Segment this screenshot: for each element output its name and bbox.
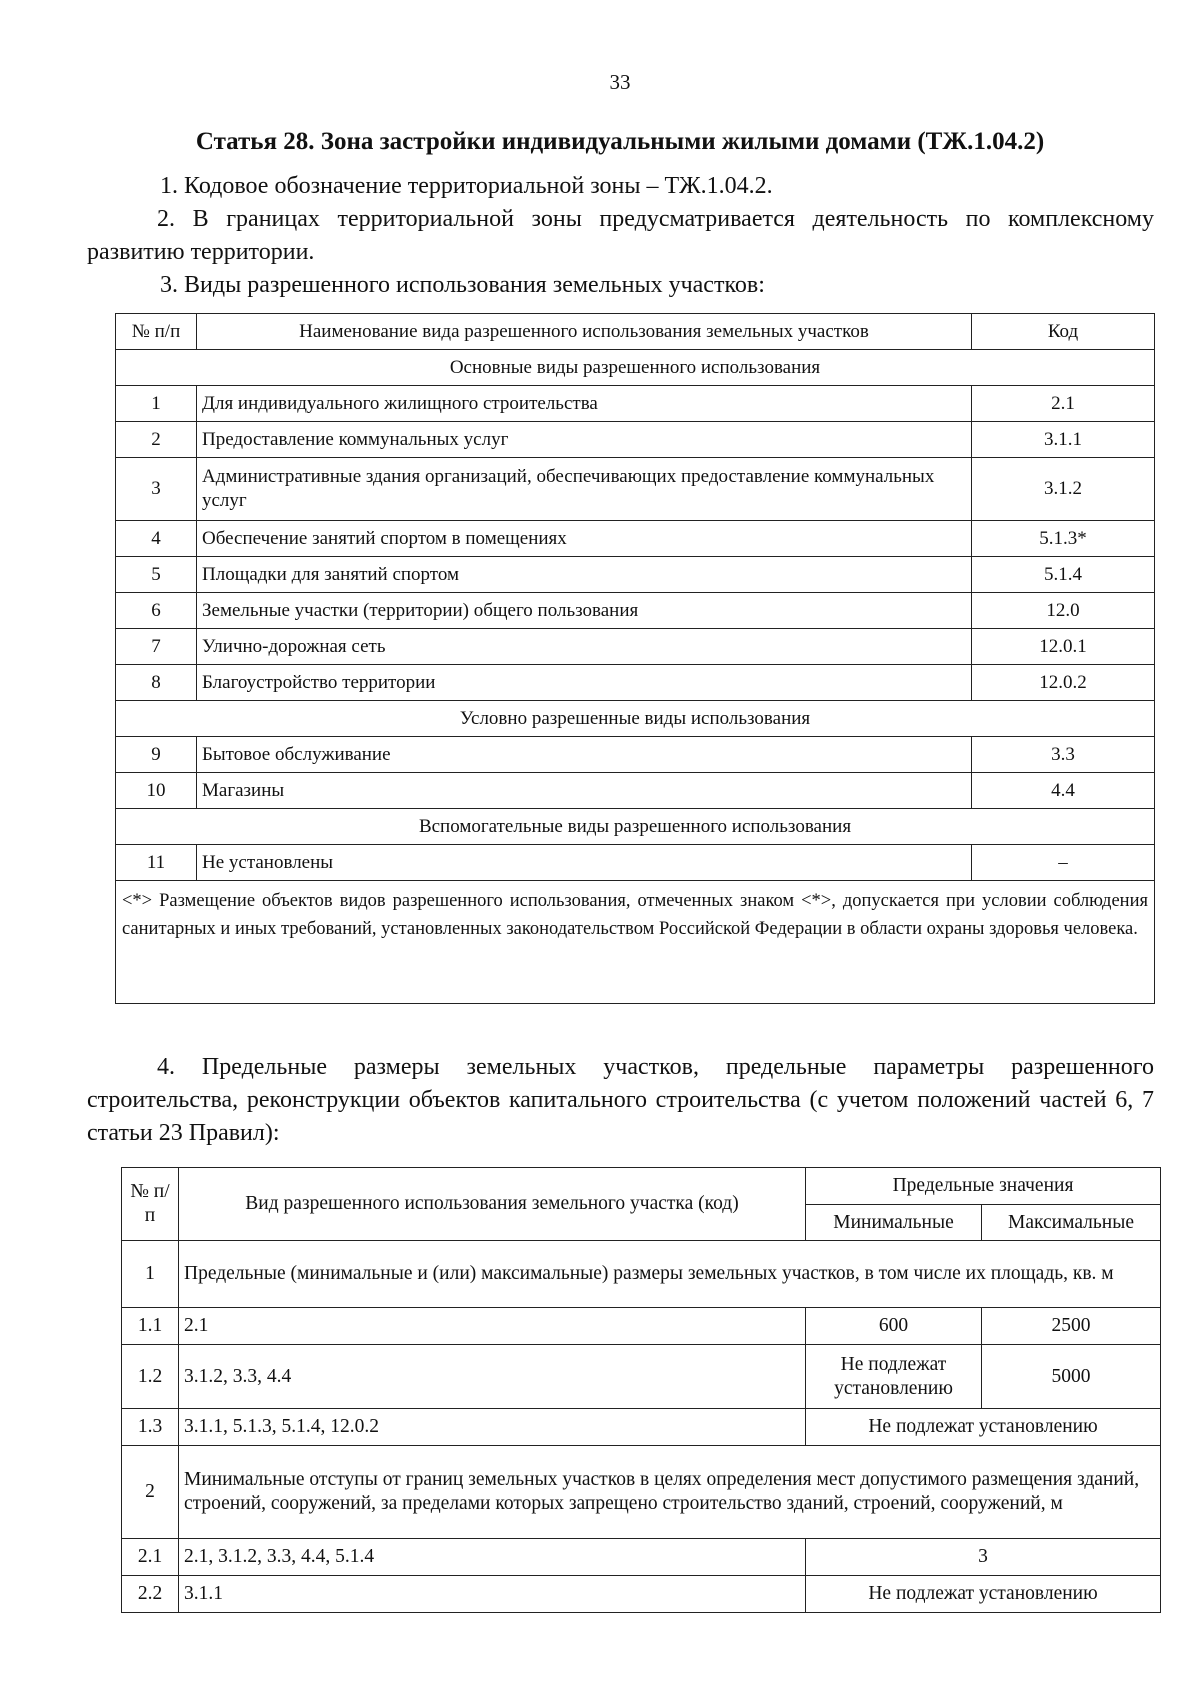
group-row [122,1446,1161,1539]
row-num: 2 [122,1446,179,1539]
header-limits: Предельные значения [806,1168,1161,1205]
row-kind: 3.1.1 [179,1576,806,1613]
table-row [116,458,1155,521]
table-row [116,557,1155,593]
paragraph-4: 4. Предельные размеры земельных участков, предельные параметры разрешенного строительства, реконструкции объектов капитального строительства (с учетом положений частей 6, 7 статьи 23 Правил): [87,1054,1154,1146]
table-row [116,422,1155,458]
table-row [116,737,1155,773]
row-kind: 2.1 [179,1308,806,1345]
row-max: 2500 [982,1308,1161,1345]
row-min: 600 [806,1308,982,1345]
header-num: № п/п [116,314,197,350]
section-main: Основные виды разрешенного использования [116,350,1155,386]
limits-table [121,1167,1161,1613]
row-num: 1.3 [122,1409,179,1446]
row-name: Улично-дорожная сеть [197,629,972,665]
table-row [116,386,1155,422]
row-name: Площадки для занятий спортом [197,557,972,593]
row-code: – [972,845,1155,881]
row-value: Не подлежат установлению [806,1576,1161,1613]
row-num: 1 [122,1241,179,1308]
row-code: 2.1 [972,386,1155,422]
paragraph-2: 2. В границах территориальной зоны предусматривается деятельность по комплексному развитию территории. [87,206,1154,265]
header-num: № п/п [122,1168,179,1241]
table-row [122,1539,1161,1576]
row-num: 9 [116,737,197,773]
table-row [122,1576,1161,1613]
row-min: Не подлежат установлению [806,1345,982,1409]
row-num: 7 [116,629,197,665]
row-num: 6 [116,593,197,629]
row-name: Магазины [197,773,972,809]
row-name: Обеспечение занятий спортом в помещениях [197,521,972,557]
row-num: 5 [116,557,197,593]
page-number: 33 [609,70,631,94]
row-name: Благоустройство территории [197,665,972,701]
row-code: 3.1.1 [972,422,1155,458]
row-kind: 3.1.2, 3.3, 4.4 [179,1345,806,1409]
article-title: Статья 28. Зона застройки индивидуальными жилыми домами (ТЖ.1.04.2) [195,128,1045,155]
paragraph-1: 1. Кодовое обозначение территориальной зоны – ТЖ.1.04.2. [160,173,773,199]
row-max: 5000 [982,1345,1161,1409]
table-row [116,629,1155,665]
row-num: 1.2 [122,1345,179,1409]
row-num: 8 [116,665,197,701]
row-kind: 3.1.1, 5.1.3, 5.1.4, 12.0.2 [179,1409,806,1446]
row-value: Не подлежат установлению [806,1409,1161,1446]
row-value: 3 [806,1539,1161,1576]
row-name: Для индивидуального жилищного строительства [197,386,972,422]
row-num: 11 [116,845,197,881]
row-code: 5.1.3* [972,521,1155,557]
row-name: Предоставление коммунальных услуг [197,422,972,458]
row-code: 5.1.4 [972,557,1155,593]
paragraph-3: 3. Виды разрешенного использования земельных участков: [160,272,765,298]
table-row [116,845,1155,881]
permitted-uses-table [115,313,1155,1004]
table-row [122,1345,1161,1409]
row-num: 3 [116,458,197,521]
row-kind: 2.1, 3.1.2, 3.3, 4.4, 5.1.4 [179,1539,806,1576]
row-num: 10 [116,773,197,809]
row-num: 2.1 [122,1539,179,1576]
table-row [116,665,1155,701]
row-code: 3.1.2 [972,458,1155,521]
header-max: Максимальные [982,1205,1161,1241]
table-row [116,773,1155,809]
row-code: 12.0 [972,593,1155,629]
table-row [116,593,1155,629]
row-name: Бытовое обслуживание [197,737,972,773]
group-row [122,1241,1161,1308]
table-row [122,1308,1161,1345]
section-auxiliary: Вспомогательные виды разрешенного использования [116,809,1155,845]
row-code: 4.4 [972,773,1155,809]
group-text: Предельные (минимальные и (или) максимальные) размеры земельных участков, в том числе их площадь, кв. м [179,1241,1161,1308]
group-text: Минимальные отступы от границ земельных участков в целях определения мест допустимого размещения зданий, строений, сооружений, за пределами которых запрещено строительство зданий, строений, сооружений, м [179,1446,1161,1539]
row-num: 4 [116,521,197,557]
table-note: <*> Размещение объектов видов разрешенного использования, отмеченных знаком <*>, допускается при условии соблюдения санитарных и иных требований, установленных законодательством Российской Федерации в области охраны здоровья человека. [116,881,1155,1004]
table-header-row [122,1168,1161,1205]
row-name: Не установлены [197,845,972,881]
header-name: Наименование вида разрешенного использования земельных участков [197,314,972,350]
table-row [122,1409,1161,1446]
section-conditional: Условно разрешенные виды использования [116,701,1155,737]
row-num: 2 [116,422,197,458]
table-row [116,521,1155,557]
row-num: 2.2 [122,1576,179,1613]
row-code: 12.0.2 [972,665,1155,701]
header-min: Минимальные [806,1205,982,1241]
row-code: 3.3 [972,737,1155,773]
table-header-row [116,314,1155,350]
header-kind: Вид разрешенного использования земельного участка (код) [179,1168,806,1241]
row-name: Земельные участки (территории) общего пользования [197,593,972,629]
row-name: Административные здания организаций, обеспечивающих предоставление коммунальных услуг [197,458,972,521]
row-code: 12.0.1 [972,629,1155,665]
row-num: 1 [116,386,197,422]
row-num: 1.1 [122,1308,179,1345]
header-code: Код [972,314,1155,350]
